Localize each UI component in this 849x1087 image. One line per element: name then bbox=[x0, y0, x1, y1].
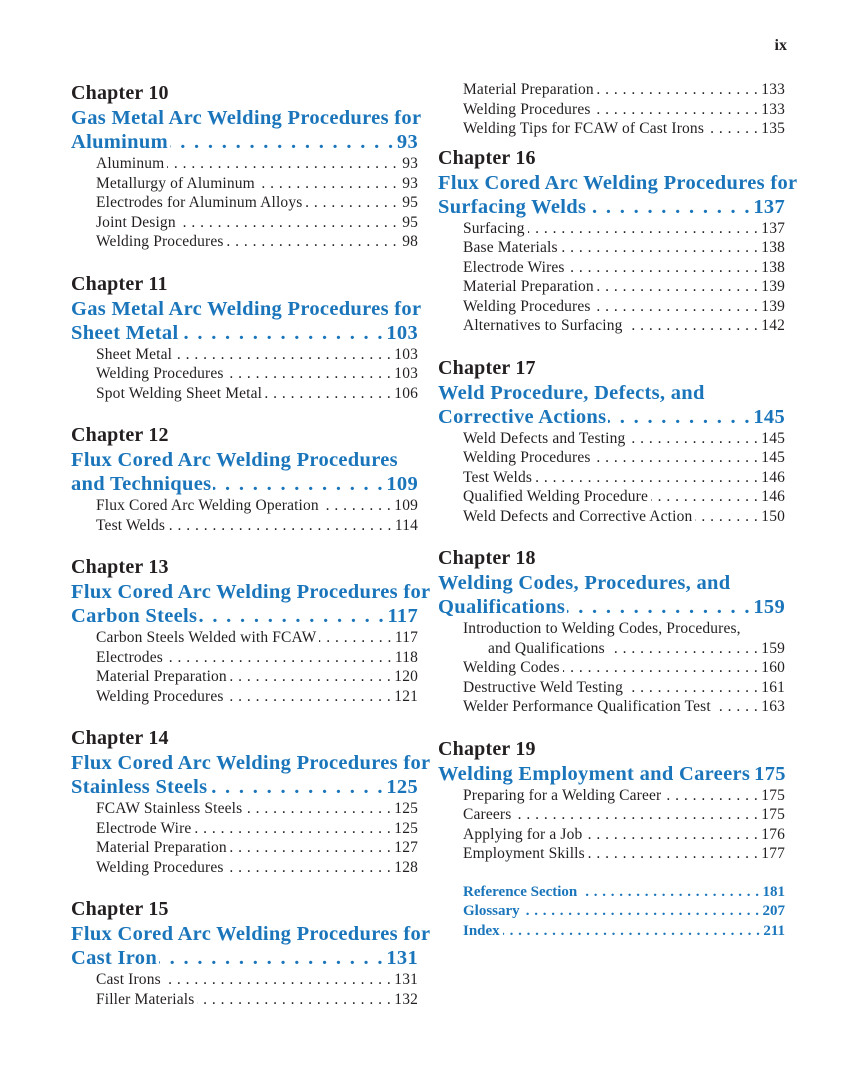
entry-label: Welding Codes bbox=[463, 659, 560, 676]
chapter-title-line bbox=[71, 106, 422, 130]
entry-label: Test Welds bbox=[463, 468, 533, 486]
chapter-title-line bbox=[71, 775, 418, 799]
dot-leader bbox=[597, 277, 758, 297]
chapter-page-number: 109 bbox=[386, 473, 418, 495]
chapter-title-line bbox=[71, 321, 418, 345]
chapter-page-number: 131 bbox=[386, 947, 418, 969]
toc-entry[interactable] bbox=[96, 970, 418, 990]
entry-label: Welding Procedures bbox=[463, 297, 591, 315]
chapter-title-line bbox=[438, 405, 785, 429]
chapter-title-line bbox=[71, 751, 431, 775]
entry-page-number: 121 bbox=[394, 687, 418, 705]
entry-page-number: 145 bbox=[761, 429, 785, 447]
chapter-block bbox=[71, 896, 431, 1009]
toc-entry[interactable] bbox=[463, 658, 785, 678]
chapter-title-link[interactable] bbox=[71, 922, 431, 970]
toc-entry[interactable] bbox=[463, 316, 785, 336]
dot-leader bbox=[597, 80, 758, 100]
chapter-title-text: Flux Cored Arc Welding Procedures for bbox=[71, 923, 431, 945]
chapter-page-number: 103 bbox=[386, 321, 418, 344]
toc-entry[interactable] bbox=[96, 193, 418, 213]
dot-leader bbox=[170, 130, 395, 154]
toc-entry[interactable] bbox=[463, 507, 785, 527]
entry-label: Welding Tips for FCAW of Cast Irons bbox=[463, 120, 705, 137]
dot-leader bbox=[714, 697, 758, 717]
dot-leader bbox=[209, 775, 384, 799]
dot-leader bbox=[523, 902, 760, 922]
chapter-title-text: Carbon Steels bbox=[71, 605, 198, 627]
entry-page-number: 118 bbox=[394, 648, 418, 666]
toc-entry[interactable] bbox=[463, 277, 785, 297]
entry-label: Destructive Weld Testing bbox=[463, 678, 623, 696]
entry-page-number: 125 bbox=[394, 819, 418, 837]
dot-leader bbox=[227, 364, 392, 384]
entry-page-number: 146 bbox=[761, 488, 785, 505]
dot-leader bbox=[265, 384, 391, 404]
chapter-block bbox=[438, 355, 785, 527]
chapter-number: Chapter 11 bbox=[71, 272, 168, 295]
toc-entry[interactable] bbox=[463, 697, 785, 717]
entry-label: Electrodes bbox=[96, 648, 163, 666]
dot-leader bbox=[179, 213, 397, 233]
chapter-title-text: Sheet Metal bbox=[71, 321, 179, 344]
toc-entry[interactable] bbox=[96, 648, 418, 668]
dot-leader bbox=[305, 193, 397, 213]
entry-page-number: 133 bbox=[761, 81, 785, 98]
toc-entry[interactable] bbox=[463, 219, 785, 239]
entry-label: Welding Procedures bbox=[96, 858, 224, 876]
entry-label: Surfacing bbox=[463, 219, 525, 237]
entry-page-number: 177 bbox=[761, 845, 785, 862]
chapter-page-number: 93 bbox=[396, 131, 418, 153]
dot-leader bbox=[227, 858, 392, 878]
dot-leader bbox=[197, 990, 391, 1010]
chapter-title-text: Stainless Steels bbox=[71, 776, 208, 798]
chapter-title-link[interactable] bbox=[438, 762, 785, 786]
chapter-title-line bbox=[438, 595, 785, 619]
chapter-title-text: Flux Cored Arc Welding Procedures bbox=[71, 449, 398, 471]
entry-page-number: 120 bbox=[394, 668, 418, 685]
dot-leader bbox=[588, 844, 758, 864]
chapter-block bbox=[438, 736, 785, 864]
chapter-title-line bbox=[71, 946, 418, 970]
toc-left-column bbox=[71, 80, 431, 1028]
dot-leader bbox=[535, 468, 758, 488]
entry-page-number: 211 bbox=[763, 922, 785, 939]
chapter-number: Chapter 16 bbox=[438, 146, 536, 169]
entry-label: Carbon Steels Welded with FCAW bbox=[96, 629, 317, 646]
chapter-page-number: 175 bbox=[754, 762, 786, 785]
chapter-title-line bbox=[438, 381, 785, 405]
entry-page-number: 159 bbox=[761, 639, 785, 657]
entry-page-number: 95 bbox=[402, 213, 418, 231]
dot-leader bbox=[585, 825, 758, 845]
toc-entry[interactable] bbox=[463, 258, 785, 278]
dot-leader bbox=[626, 678, 758, 698]
chapter-number: Chapter 17 bbox=[438, 356, 536, 379]
chapter-block bbox=[438, 545, 785, 717]
chapter-title-link[interactable] bbox=[438, 171, 798, 219]
entry-label: Welding Procedures bbox=[96, 365, 224, 382]
entry-label: Welding Procedures bbox=[463, 100, 591, 118]
chapter-number: Chapter 10 bbox=[71, 82, 169, 104]
entry-label: Electrode Wire bbox=[96, 819, 192, 837]
chapter-page-number: 159 bbox=[753, 596, 785, 618]
toc-entry[interactable] bbox=[463, 639, 785, 659]
chapter-page-number: 145 bbox=[753, 405, 785, 428]
entry-label: Electrode Wires bbox=[463, 258, 565, 276]
entry-page-number: 139 bbox=[761, 297, 785, 315]
chapter-title-text: Welding Codes, Procedures, and bbox=[438, 572, 731, 594]
entry-label: Cast Irons bbox=[96, 971, 161, 988]
chapter-title-link[interactable] bbox=[71, 580, 431, 628]
entry-page-number: 142 bbox=[761, 317, 785, 334]
chapter-title-text: Weld Procedure, Defects, and bbox=[438, 381, 705, 404]
chapter-page-number: 125 bbox=[386, 776, 418, 798]
entry-label: Welding Procedures bbox=[96, 233, 224, 250]
chapter-block bbox=[71, 422, 418, 535]
toc-entry[interactable] bbox=[96, 628, 418, 648]
chapter-entries bbox=[71, 496, 418, 535]
dot-leader bbox=[528, 219, 759, 239]
toc-entry[interactable] bbox=[463, 805, 785, 825]
entry-label: Electrodes for Aluminum Alloys bbox=[96, 194, 303, 211]
dot-leader bbox=[588, 195, 751, 219]
entry-label: Joint Design bbox=[96, 213, 176, 231]
entry-label: Material Preparation bbox=[96, 839, 227, 856]
entry-label: Welding Procedures bbox=[96, 687, 224, 705]
chapter-block bbox=[71, 554, 431, 706]
entry-label: Flux Cored Arc Welding Operation bbox=[96, 497, 319, 514]
chapter-number: Chapter 13 bbox=[71, 556, 169, 578]
chapter-title-link[interactable] bbox=[438, 571, 785, 619]
toc-entry[interactable] bbox=[96, 232, 418, 252]
back-matter bbox=[438, 883, 785, 942]
entry-label: Welding Procedures bbox=[463, 449, 591, 466]
chapter-entries bbox=[71, 799, 418, 877]
entry-page-number: 138 bbox=[761, 258, 785, 276]
chapter-entries bbox=[438, 429, 785, 527]
dot-leader bbox=[563, 658, 759, 678]
dot-leader bbox=[227, 232, 397, 252]
toc-entry[interactable] bbox=[463, 429, 785, 449]
dot-leader bbox=[561, 238, 759, 258]
entry-page-number: 93 bbox=[402, 174, 418, 192]
entry-page-number: 132 bbox=[394, 990, 418, 1008]
dot-leader bbox=[245, 799, 391, 819]
toc-entry[interactable] bbox=[463, 297, 785, 317]
toc-entry[interactable] bbox=[463, 844, 785, 864]
dot-leader bbox=[707, 119, 758, 139]
entry-label: Applying for a Job bbox=[463, 825, 583, 843]
toc-entry[interactable] bbox=[96, 516, 418, 536]
dot-leader bbox=[664, 786, 758, 806]
entry-page-number: 127 bbox=[394, 839, 418, 856]
toc-entry[interactable] bbox=[96, 838, 418, 858]
dot-leader bbox=[319, 628, 391, 648]
dot-leader bbox=[580, 883, 759, 903]
chapter-title-line bbox=[71, 580, 431, 604]
chapter-title-line bbox=[71, 472, 418, 496]
chapter-page-number: 137 bbox=[753, 195, 785, 218]
dot-leader bbox=[567, 595, 751, 619]
chapter-title-line bbox=[71, 922, 431, 946]
entry-page-number: 114 bbox=[394, 516, 418, 534]
entry-label: FCAW Stainless Steels bbox=[96, 800, 243, 817]
entry-page-number: 103 bbox=[394, 345, 418, 363]
toc-entry-line[interactable]: Introduction to Welding Codes, Procedures, bbox=[463, 620, 741, 637]
dot-leader bbox=[628, 429, 758, 449]
chapter-title-text: Flux Cored Arc Welding Procedures for bbox=[71, 752, 431, 774]
dot-leader bbox=[695, 507, 758, 527]
entry-page-number: 117 bbox=[394, 629, 418, 646]
entry-label: Qualified Welding Procedure bbox=[463, 488, 649, 505]
entry-page-number: 181 bbox=[762, 883, 785, 900]
toc-entry[interactable] bbox=[96, 154, 418, 174]
dot-leader bbox=[168, 516, 392, 536]
entry-page-number: 175 bbox=[761, 806, 785, 823]
toc-entry[interactable] bbox=[463, 487, 785, 507]
dot-leader bbox=[608, 405, 751, 429]
chapter-title-link[interactable] bbox=[438, 381, 785, 429]
toc-entry[interactable] bbox=[463, 902, 785, 922]
dot-leader bbox=[322, 496, 391, 516]
entry-page-number: 106 bbox=[394, 384, 418, 402]
entry-label: Spot Welding Sheet Metal bbox=[96, 384, 263, 402]
entry-label: Base Materials bbox=[463, 239, 558, 256]
toc-entry[interactable] bbox=[96, 799, 418, 819]
entry-page-number: 176 bbox=[761, 825, 785, 843]
chapter-title-link[interactable] bbox=[71, 297, 422, 345]
dot-leader bbox=[175, 345, 391, 365]
entry-label: Filler Materials bbox=[96, 990, 195, 1008]
toc-entry[interactable] bbox=[463, 883, 785, 903]
chapter-number: Chapter 14 bbox=[71, 727, 169, 749]
entry-page-number: 128 bbox=[394, 858, 418, 876]
entry-page-number: 163 bbox=[761, 698, 785, 715]
toc-entry[interactable] bbox=[96, 687, 418, 707]
dot-leader bbox=[594, 100, 759, 120]
chapter-title-line bbox=[71, 448, 418, 472]
dot-leader bbox=[213, 472, 384, 496]
chapter-title-text: Gas Metal Arc Welding Procedures for bbox=[71, 107, 422, 129]
entry-page-number: 133 bbox=[761, 100, 785, 118]
chapter-title-text: and Techniques bbox=[71, 473, 212, 495]
toc-entry[interactable] bbox=[463, 922, 785, 942]
dot-leader bbox=[651, 487, 758, 507]
entry-page-number: 150 bbox=[761, 507, 785, 525]
chapter-number: Chapter 19 bbox=[438, 737, 536, 760]
dot-leader bbox=[227, 687, 392, 707]
entry-label: Material Preparation bbox=[463, 278, 594, 295]
chapter-title-text: Qualifications bbox=[438, 596, 566, 618]
dot-leader bbox=[194, 819, 391, 839]
toc-right-column bbox=[438, 80, 798, 941]
dot-leader bbox=[568, 258, 759, 278]
chapter-entries bbox=[71, 345, 418, 404]
dot-leader bbox=[167, 154, 397, 174]
dot-leader bbox=[503, 922, 761, 942]
toc-entry[interactable] bbox=[463, 448, 785, 468]
entry-label: Glossary bbox=[463, 903, 520, 919]
entry-label: Weld Defects and Testing bbox=[463, 429, 626, 447]
chapter-title-line bbox=[71, 130, 418, 154]
toc-entry[interactable] bbox=[96, 819, 418, 839]
toc-entry[interactable] bbox=[96, 990, 418, 1010]
chapter-entries bbox=[438, 219, 785, 336]
chapter-title-text: Corrective Actions bbox=[438, 405, 607, 428]
chapter-title-text: Flux Cored Arc Welding Procedures for bbox=[438, 171, 798, 194]
entry-page-number: 175 bbox=[761, 786, 785, 804]
entry-label: Material Preparation bbox=[463, 81, 594, 98]
toc-entry[interactable] bbox=[463, 468, 785, 488]
chapter-number: Chapter 15 bbox=[71, 898, 169, 920]
chapter-block bbox=[438, 145, 798, 336]
dot-leader bbox=[164, 970, 392, 990]
chapter-title-line bbox=[438, 571, 785, 595]
entry-page-number: 95 bbox=[402, 194, 418, 211]
toc-entry[interactable] bbox=[96, 364, 418, 384]
chapter-title-line bbox=[71, 297, 422, 321]
entry-page-number: 146 bbox=[761, 468, 785, 486]
chapter-title-link[interactable] bbox=[71, 448, 418, 496]
chapter-entries bbox=[71, 628, 418, 706]
dot-leader bbox=[230, 667, 391, 687]
entry-label: Aluminum bbox=[96, 155, 165, 172]
entry-page-number: 131 bbox=[394, 971, 418, 988]
dot-leader bbox=[166, 648, 392, 668]
page-number: ix bbox=[774, 37, 787, 54]
toc-entry[interactable] bbox=[96, 496, 418, 516]
chapter-title-link[interactable] bbox=[71, 106, 422, 154]
toc-entry[interactable] bbox=[463, 100, 785, 120]
toc-entry[interactable] bbox=[463, 119, 785, 139]
entry-page-number: 145 bbox=[761, 449, 785, 466]
toc-entry[interactable] bbox=[96, 384, 418, 404]
entry-label: and Qualifications bbox=[488, 639, 605, 657]
chapter-number: Chapter 12 bbox=[71, 424, 169, 446]
chapter-entries bbox=[71, 970, 418, 1009]
chapter-number: Chapter 18 bbox=[438, 547, 536, 569]
chapter-title-line bbox=[438, 171, 798, 195]
entry-label: Sheet Metal bbox=[96, 345, 173, 363]
chapter-block bbox=[71, 271, 422, 404]
chapter-title-text: Welding Employment and Careers bbox=[438, 762, 751, 785]
chapter-title-link[interactable] bbox=[71, 751, 431, 799]
entry-label: Alternatives to Surfacing bbox=[463, 317, 623, 334]
dot-leader bbox=[199, 604, 385, 628]
toc-entry[interactable] bbox=[463, 80, 785, 100]
chapter-title-text: Cast Iron bbox=[71, 947, 158, 969]
chapter-entries bbox=[438, 786, 785, 864]
entry-page-number: 139 bbox=[761, 278, 785, 295]
dot-leader bbox=[258, 174, 397, 194]
entry-label: Welder Performance Qualification Test bbox=[463, 698, 711, 715]
entry-page-number: 98 bbox=[402, 233, 418, 250]
chapter-title-text: Aluminum bbox=[71, 131, 168, 153]
entry-label: Weld Defects and Corrective Action bbox=[463, 507, 693, 525]
toc-entry[interactable] bbox=[96, 858, 418, 878]
dot-leader bbox=[230, 838, 391, 858]
dot-leader bbox=[594, 297, 759, 317]
entry-label: Employment Skills bbox=[463, 845, 585, 862]
toc-entry[interactable] bbox=[463, 786, 785, 806]
entry-page-number: 109 bbox=[394, 497, 418, 514]
dot-leader bbox=[626, 316, 759, 336]
chapter-entries bbox=[71, 154, 418, 252]
chapter-entries bbox=[438, 619, 785, 717]
dot-leader bbox=[180, 321, 384, 345]
entry-label: Material Preparation bbox=[96, 668, 227, 685]
entry-label: Reference Section bbox=[463, 883, 578, 900]
entry-label: Preparing for a Welding Career bbox=[463, 786, 662, 804]
entry-label: Careers bbox=[463, 806, 512, 823]
dot-leader bbox=[608, 639, 759, 659]
dot-leader bbox=[594, 448, 759, 468]
toc-entry[interactable] bbox=[96, 213, 418, 233]
entry-label: Test Welds bbox=[96, 516, 166, 534]
entry-page-number: 93 bbox=[402, 155, 418, 172]
chapter-page-number: 117 bbox=[387, 605, 418, 627]
chapter-block bbox=[71, 725, 431, 877]
chapter-title-text: Flux Cored Arc Welding Procedures for bbox=[71, 581, 431, 603]
dot-leader bbox=[159, 946, 384, 970]
entry-page-number: 161 bbox=[761, 678, 785, 696]
entry-page-number: 160 bbox=[761, 659, 785, 676]
chapter-title-text: Surfacing Welds bbox=[438, 195, 587, 218]
entry-page-number: 137 bbox=[761, 219, 785, 237]
toc-entry[interactable] bbox=[463, 678, 785, 698]
entry-page-number: 103 bbox=[394, 365, 418, 382]
chapter-title-line bbox=[438, 762, 785, 786]
chapter-title-text: Gas Metal Arc Welding Procedures for bbox=[71, 297, 422, 320]
dot-leader bbox=[514, 805, 758, 825]
toc-entry[interactable] bbox=[463, 238, 785, 258]
entry-page-number: 135 bbox=[761, 120, 785, 137]
entry-page-number: 138 bbox=[761, 239, 785, 256]
chapter-block bbox=[71, 80, 422, 252]
chapter-title-line bbox=[438, 195, 785, 219]
toc-entry[interactable] bbox=[463, 825, 785, 845]
entry-page-number: 125 bbox=[394, 800, 418, 817]
toc-entry[interactable] bbox=[96, 174, 418, 194]
entry-label: Index bbox=[463, 922, 500, 939]
entry-label: Metallurgy of Aluminum bbox=[96, 174, 255, 192]
toc-entry[interactable] bbox=[96, 667, 418, 687]
entry-page-number: 207 bbox=[762, 903, 785, 919]
toc-entry[interactable] bbox=[96, 345, 418, 365]
chapter-title-line bbox=[71, 604, 418, 628]
continued-entries bbox=[438, 80, 785, 139]
